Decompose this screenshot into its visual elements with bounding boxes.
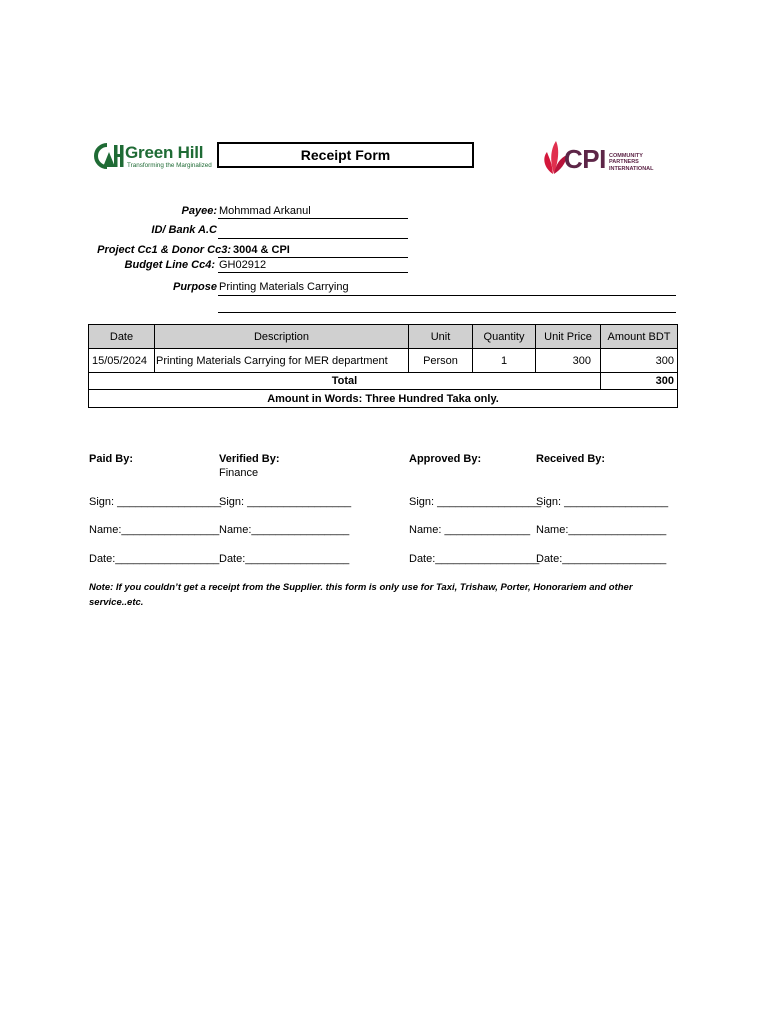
date-field-received: Date:_________________ <box>536 553 667 565</box>
total-label: Total <box>89 373 601 390</box>
name-field-approved: Name: ______________ <box>409 524 531 536</box>
name-field-verified: Name:________________ <box>219 524 350 536</box>
sign-field-verified: Sign: _________________ <box>219 496 352 508</box>
col-header-amount: Amount BDT <box>601 325 678 349</box>
purpose-underline-2 <box>218 312 676 313</box>
cpi-full-name: COMMUNITY PARTNERS INTERNATIONAL <box>609 153 654 172</box>
idbank-underline <box>218 238 408 239</box>
approved-by-label: Approved By: <box>409 453 482 465</box>
paid-by-label: Paid By: <box>89 453 134 465</box>
cell-unit-price: 300 <box>536 349 601 373</box>
idbank-label: ID/ Bank A.C <box>151 224 217 236</box>
sign-field-approved: Sign: _________________ <box>409 496 542 508</box>
items-table <box>88 324 678 408</box>
total-value: 300 <box>601 373 678 390</box>
cell-amount: 300 <box>601 349 678 373</box>
page-title: Receipt Form <box>217 142 474 168</box>
footer-note: Note: If you couldn’t get a receipt from the Supplier. this form is only use for Taxi, Trishaw, Porter, Honorariem and other service..etc. <box>89 582 633 608</box>
cell-description: Printing Materials Carrying for MER department <box>155 349 409 373</box>
amount-words-row <box>89 390 678 408</box>
budget-label: Budget Line Cc4: <box>124 259 215 271</box>
name-field-received: Name:________________ <box>536 524 667 536</box>
amount-in-words: Amount in Words: Three Hundred Taka only. <box>89 390 678 408</box>
name-field-paid: Name:________________ <box>89 524 220 536</box>
cell-date: 15/05/2024 <box>89 349 155 373</box>
col-header-unit-price: Unit Price <box>536 325 601 349</box>
col-header-date: Date <box>89 325 155 349</box>
project-label: Project Cc1 & Donor Cc3: <box>97 244 231 256</box>
date-field-verified: Date:_________________ <box>219 553 350 565</box>
project-underline <box>218 257 408 258</box>
table-header-row <box>89 325 678 349</box>
purpose-underline <box>218 295 676 296</box>
budget-underline <box>218 272 408 273</box>
purpose-label: Purpose <box>172 281 217 293</box>
green-hill-mark-icon <box>91 140 125 172</box>
table-row <box>89 349 678 373</box>
col-header-quantity: Quantity <box>473 325 536 349</box>
received-by-label: Received By: <box>536 453 606 465</box>
project-value: 3004 & CPI <box>233 244 290 256</box>
green-hill-tagline: Transforming the Marginalized <box>127 162 212 169</box>
green-hill-logo <box>91 140 213 174</box>
cpi-logo <box>540 138 670 178</box>
budget-value: GH02912 <box>219 259 267 271</box>
sign-field-received: Sign: _________________ <box>536 496 669 508</box>
cell-unit: Person <box>409 349 473 373</box>
col-header-description: Description <box>155 325 409 349</box>
cpi-name: CPI <box>564 144 606 174</box>
verified-dept: Finance <box>219 467 259 479</box>
payee-value: Mohmmad Arkanul <box>219 205 311 217</box>
payee-underline <box>218 218 408 219</box>
sign-field-paid: Sign: _________________ <box>89 496 222 508</box>
payee-label: Payee: <box>181 205 217 217</box>
verified-by-label: Verified By: <box>219 453 280 465</box>
date-field-paid: Date:_________________ <box>89 553 220 565</box>
col-header-unit: Unit <box>409 325 473 349</box>
date-field-approved: Date:_________________ <box>409 553 540 565</box>
purpose-value: Printing Materials Carrying <box>219 281 349 293</box>
green-hill-name: Green Hill <box>125 143 204 162</box>
total-row <box>89 373 678 390</box>
cell-quantity: 1 <box>473 349 536 373</box>
